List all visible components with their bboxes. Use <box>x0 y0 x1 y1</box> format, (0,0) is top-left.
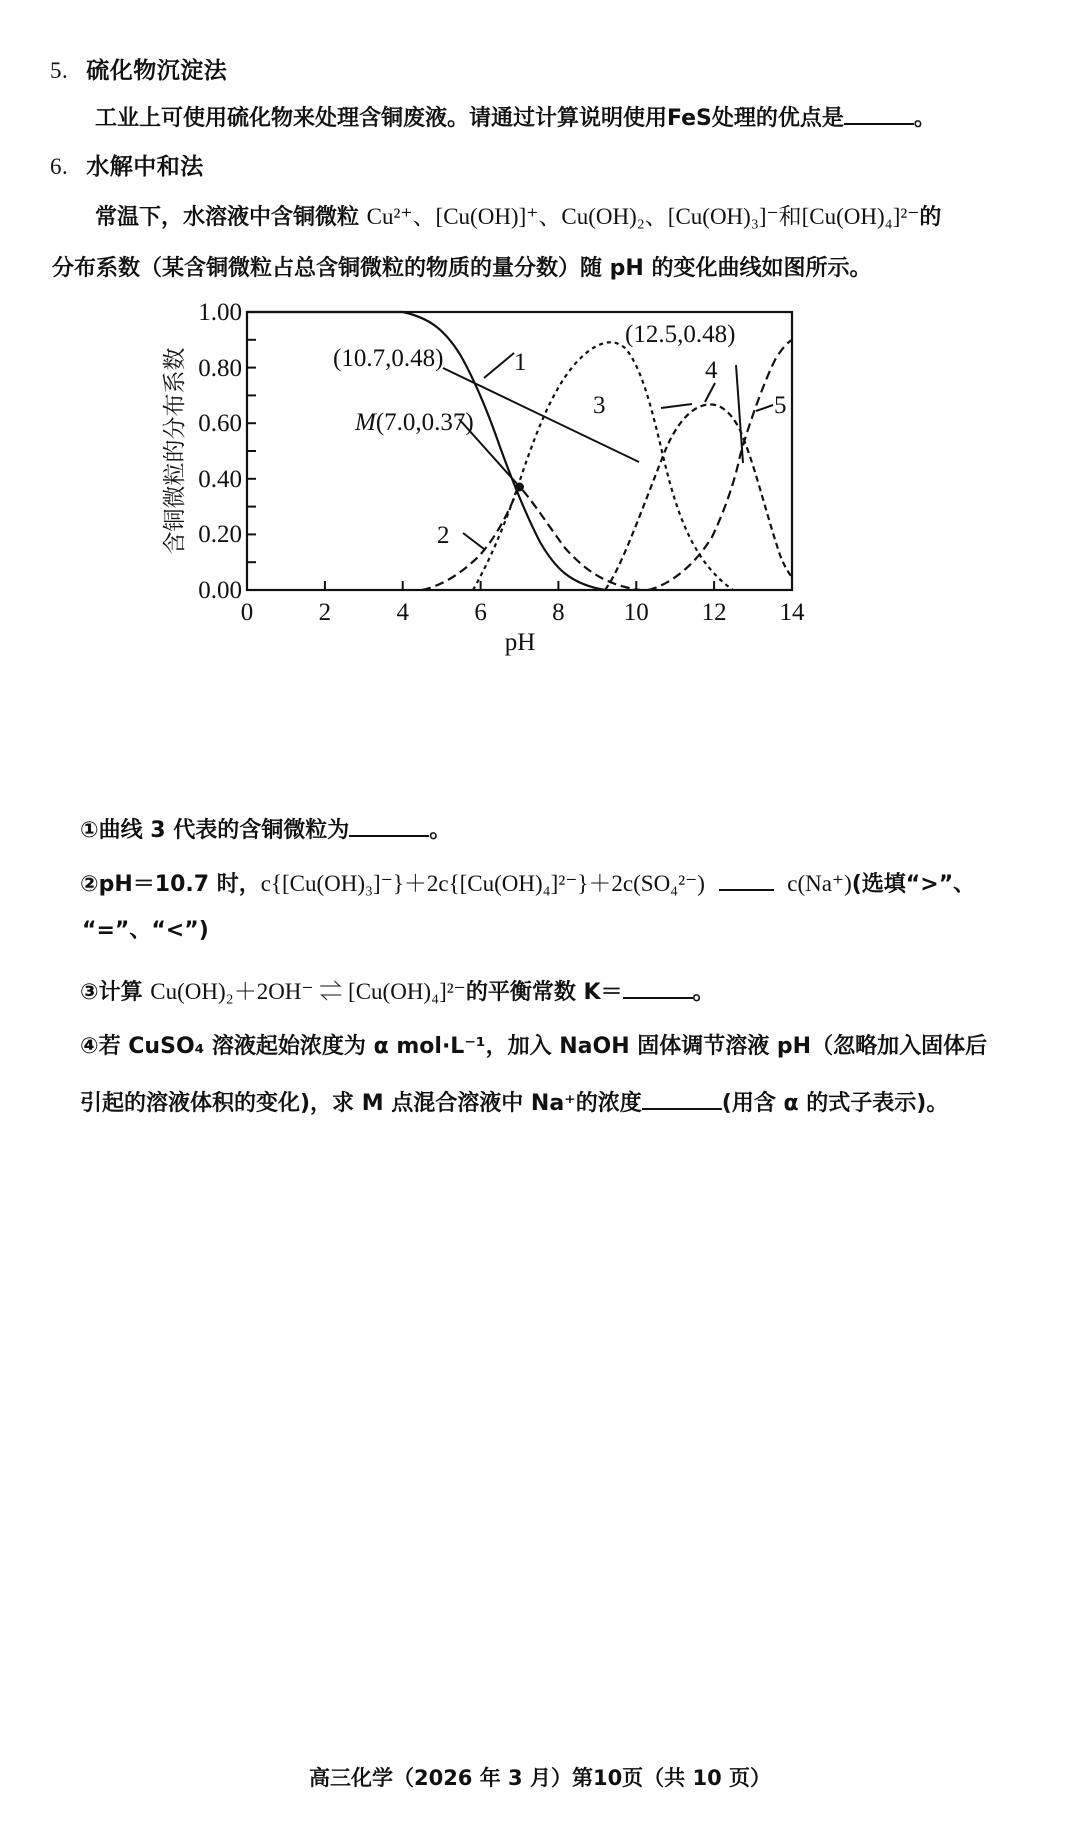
answer-blank-q2[interactable] <box>719 885 774 891</box>
section-5-text <box>95 108 936 130</box>
label-curve-4: 4 <box>705 357 718 384</box>
annotations <box>333 321 787 549</box>
question-3 <box>80 980 715 1004</box>
intro-text: 常温下，水溶液中含铜微粒 <box>95 205 367 230</box>
y-tick-1.0: 1.00 <box>198 299 242 326</box>
q2-choices: (选填“>”、 <box>851 872 976 897</box>
q2-text: ②pH＝10.7 时， <box>80 872 261 897</box>
section-5-title: 硫化物沉淀法 <box>86 58 228 84</box>
y-tick-0.2: 0.20 <box>198 521 242 548</box>
section-6-intro-line1 <box>95 205 941 229</box>
label-curve-1: 1 <box>514 349 527 376</box>
curve-2 <box>422 486 640 590</box>
y-tick-0.6: 0.60 <box>198 410 242 437</box>
label-curve-5: 5 <box>774 392 787 419</box>
annotation-m: M(7.0,0.37) <box>355 409 474 436</box>
annotation-12.5: (12.5,0.48) <box>625 321 736 348</box>
distribution-chart <box>0 290 1080 670</box>
answer-blank-5[interactable] <box>844 119 914 125</box>
q1-text: ①曲线 3 代表的含铜微粒为 <box>80 818 350 843</box>
svg-text:12: 12 <box>701 599 727 626</box>
section-5-end: 。 <box>913 106 936 131</box>
q3-mid: 的平衡常数 K＝ <box>465 980 623 1005</box>
x-tick-labels <box>241 599 805 626</box>
answer-blank-q3[interactable] <box>623 993 693 999</box>
leader-lines <box>443 353 773 549</box>
svg-text:2: 2 <box>318 599 332 626</box>
copper-species-list: Cu²⁺、[Cu(OH)]⁺、Cu(OH)₂、[Cu(OH)₃]⁻和[Cu(OH)₄]²⁻ <box>366 204 920 229</box>
curve-3 <box>473 342 733 590</box>
answer-blank-q1[interactable] <box>349 831 429 837</box>
section-6-number: 6. <box>50 154 69 179</box>
q2-formula: c{[Cu(OH)₃]⁻}＋2c{[Cu(OH)₄]²⁻}＋2c(SO₄²⁻) <box>260 871 705 896</box>
y-axis-label: 含铜微粒的分布系数 <box>162 347 187 555</box>
y-tick-0.4: 0.40 <box>198 466 242 493</box>
label-curve-3: 3 <box>593 392 606 419</box>
question-2 <box>80 872 975 896</box>
y-tick-0: 0.00 <box>198 577 242 604</box>
section-6-intro-line2: 分布系数（某含铜微粒占总含铜微粒的物质的量分数）随 pH 的变化曲线如图所示。 <box>52 256 872 281</box>
section-5-question: 工业上可使用硫化物来处理含铜废液。请通过计算说明使用FeS处理的优点是 <box>95 106 844 131</box>
x-axis-label: pH <box>504 629 536 656</box>
y-ticks <box>247 340 256 562</box>
y-tick-labels <box>198 299 242 604</box>
q4-text: 引起的溶液体积的变化)，求 M 点混合溶液中 Na⁺的浓度 <box>80 1091 642 1116</box>
answer-blank-q4[interactable] <box>642 1104 722 1110</box>
curve-4 <box>605 404 792 590</box>
section-5-number: 5. <box>50 58 69 83</box>
svg-text:10: 10 <box>623 599 649 626</box>
label-curve-2: 2 <box>437 522 450 549</box>
svg-text:14: 14 <box>779 599 805 626</box>
question-1 <box>80 820 451 842</box>
section-6-title: 水解中和法 <box>86 154 204 180</box>
section-5-heading <box>50 52 227 85</box>
y-tick-0.8: 0.80 <box>198 355 242 382</box>
q1-end: 。 <box>429 818 452 843</box>
question-4-line1: ④若 CuSO₄ 溶液起始浓度为 α mol·L⁻¹，加入 NaOH 固体调节溶液 pH（忽略加入固体后 <box>80 1034 988 1059</box>
section-6-heading <box>50 148 204 181</box>
question-2-line2: “=”、“<”) <box>82 918 209 943</box>
svg-text:0: 0 <box>240 599 254 626</box>
q3-end: 。 <box>692 980 715 1005</box>
annotation-10.7: (10.7,0.48) <box>333 345 444 372</box>
question-4-line2 <box>80 1093 948 1115</box>
q3-reaction: Cu(OH)₂＋2OH⁻ ⇌ [Cu(OH)₄]²⁻ <box>150 979 466 1004</box>
q4-end: (用含 α 的式子表示)。 <box>721 1091 949 1116</box>
intro-text-end: 的 <box>919 205 942 230</box>
svg-text:4: 4 <box>396 599 409 626</box>
svg-text:6: 6 <box>474 599 487 626</box>
q3-text: ③计算 <box>80 980 151 1005</box>
page-footer: 高三化学（2026 年 3 月）第10页（共 10 页） <box>308 1766 772 1790</box>
curve-5 <box>648 340 792 590</box>
svg-text:8: 8 <box>552 599 565 626</box>
q2-compare: c(Na⁺) <box>787 871 852 896</box>
